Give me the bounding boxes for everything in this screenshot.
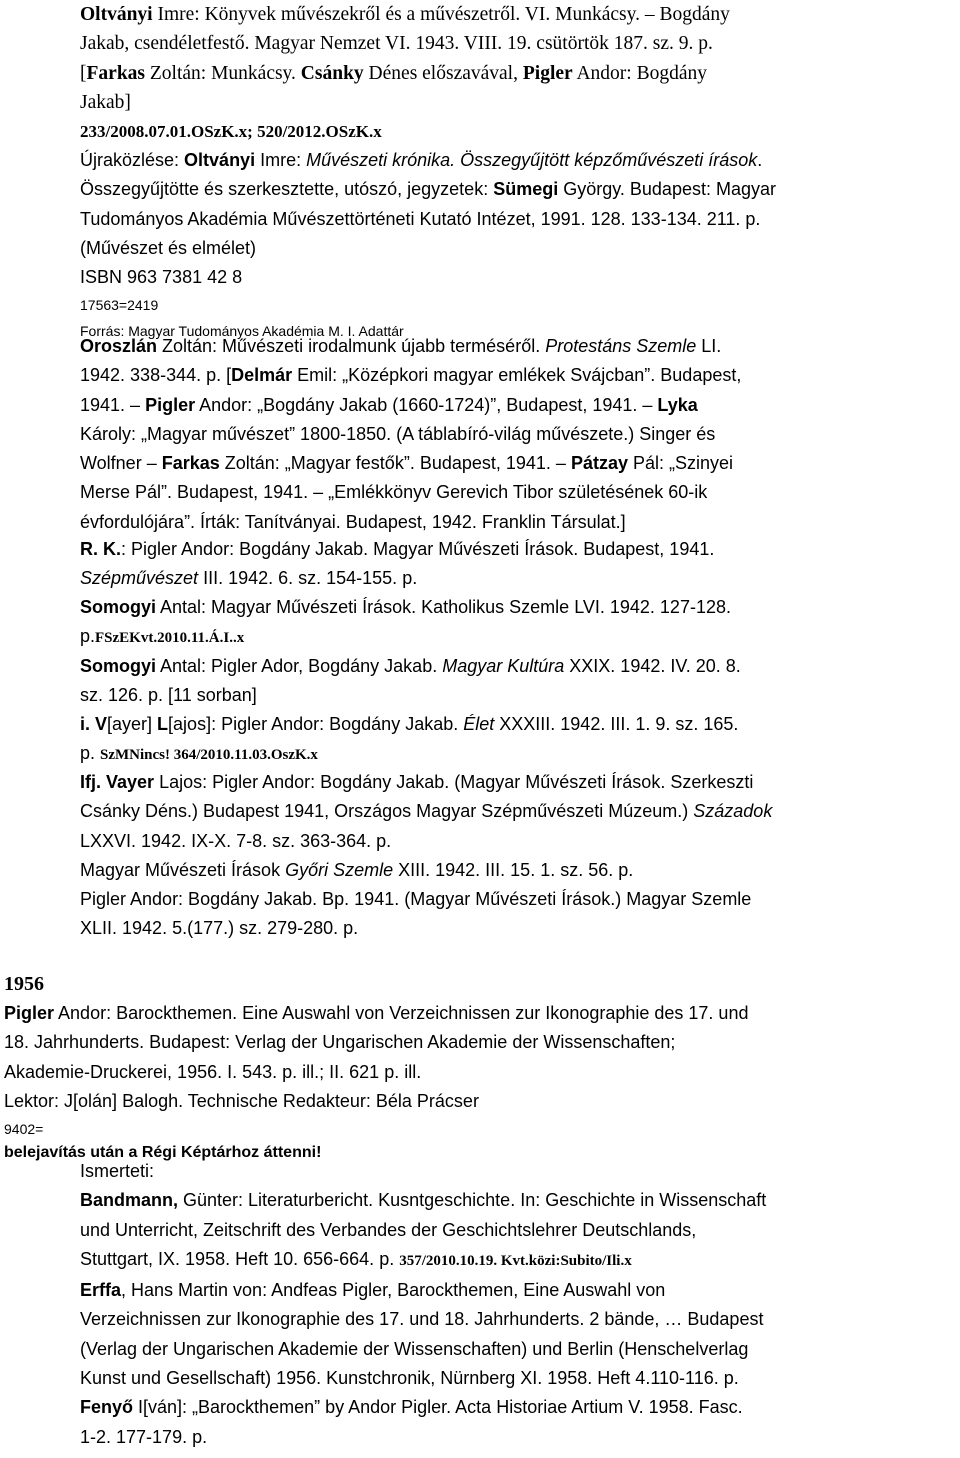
review-erffa: Erffa, Hans Martin von: Andfeas Pigler, Barockthemen, Eine Auswahl von Verzeichnissen zur Ikonographie des 17. und 18. Jahrhunderts. 2 bände, … Budapest (Verlag der Ungarischen Akademie der Wissenschaften) und Berlin (Henschelverlag Kunst und Gesellschaft) 1956. Kunstchronik, Nürnberg XI. 1958. Heft 4.110-116. p.: [80, 1280, 764, 1389]
entry-somogyi-1: Somogyi Antal: Magyar Művészeti Írások. Katholikus Szemle LVI. 1942. 127-128. p.FSzEKvt.2010.11.Á.I..x: [80, 597, 731, 647]
entry-vayer-1: i. V[ayer] L[ajos]: Pigler Andor: Bogdány Jakab. Élet XXXIII. 1942. III. 1. 9. sz. 165. p. SzMNincs! 364/2010.11.03.OszK.x: [80, 714, 739, 764]
entry-oroszlan: Oroszlán Zoltán: Művészeti irodalmunk újabb terméséről. Protestáns Szemle LI. 1942. 338-344. p. [Delmár Emil: „Középkori magyar emlékek Svájcban”. Budapest, 1941. – Pigler Andor: „Bogdány Jakab (1660-1724)”, Budapest, 1941. – Lyka Károly: „Magyar művészet” 1800-1850. (A táblabíró-világ művészete.) Singer és Wolfner – Farkas Zoltán: „Magyar festők”. Budapest, 1941. – Pátzay Pál: „Szinyei Merse Pál”. Budapest, 1941. – „Emlékkönyv Gerevich Tibor születésének 60-ik évfordulójára”. Írták: Tanítványai. Budapest, 1942. Franklin Társulat.]: [80, 336, 742, 532]
entry-reprint: Újraközlése: Oltványi Imre: Művészeti krónika. Összegyűjtött képzőművészeti írások. Összegyűjtötte és szerkesztette, utószó, jegyzetek: Sümegi György. Budapest: Magyar Tudományos Akadémia Művészettörténeti Kutató Intézet, 1991. 128. 133-134. 211. p. (Művészet és elmélet) ISBN 963 7381 42 8 17563=2419 Forrás: Magyar Tudományos Akadémia M. I. Adattár: [80, 150, 776, 340]
reviews-section: Ismerteti: Bandmann, Günter: Literaturbericht. Kusntgeschichte. In: Geschichte in Wissenschaft und Unterricht, Zeitschrift des Verbandes der Geschichtslehrer Deutschlands, Stuttgart, IX. 1958. Heft 10. 656-664. p. 357/2010.10.19. Kvt.közi:Subito/Ili.x Erffa, Hans Martin von: Andfeas Pigler, Barockthemen, Eine Auswahl von Verzeichnissen zur Ikonographie des 17. und 18. Jahrhunderts. 2 bände, … Budapest (Verlag der Ungarischen Akademie der Wissenschaften) und Berlin (Henschelverlag Kunst und Gesellschaft) 1956. Kunstchronik, Nürnberg XI. 1958. Heft 4.110-116. p. Fenyő I[ván]: „Barockthemen” by Andor Pigler. Acta Historiae Artium V. 1958. Fasc. 1-2. 177-179. p.: [80, 1157, 955, 1452]
entry-magyar-szemle: Pigler Andor: Bogdány Jakab. Bp. 1941. (Magyar Művészeti Írások.) Magyar Szemle XLII. 1942. 5.(177.) sz. 279-280. p.: [80, 889, 752, 939]
entry-gyori-szemle: Magyar Művészeti Írások Győri Szemle XIII. 1942. III. 15. 1. sz. 56. p.: [80, 860, 634, 880]
review-fenyo: Fenyő I[ván]: „Barockthemen” by Andor Pigler. Acta Historiae Artium V. 1958. Fasc. 1-2. 177-179. p.: [80, 1397, 743, 1447]
author: Oltványi: [80, 4, 153, 25]
year-heading-1956: 1956: [4, 973, 44, 995]
entry-somogyi-2: Somogyi Antal: Pigler Ador, Bogdány Jakab. Magyar Kultúra XXIX. 1942. IV. 20. 8. sz. 126. p. [11 sorban]: [80, 656, 741, 706]
entry-vayer-2: Ifj. Vayer Lajos: Pigler Andor: Bogdány Jakab. (Magyar Művészeti Írások. Szerkeszti Csánky Déns.) Budapest 1941, Országos Magyar Szépművészeti Múzeum.) Századok LXXVI. 1942. IX-X. 7-8. sz. 363-364. p.: [80, 772, 773, 851]
entry-pigler-barockthemen: Pigler Andor: Barockthemen. Eine Auswahl von Verzeichnissen zur Ikonographie des 17. und 18. Jahrhunderts. Budapest: Verlag der Ungarischen Akademie der Wissenschaften; Akademie-Druckerei, 1956. I. 543. p. ill.; II. 621 p. ill. Lektor: J[olán] Balogh. Technische Redakteur: Béla Prácser 9402= belejavítás után a Régi Képtárhoz áttenni!: [4, 1003, 749, 1162]
entry-rk: R. K.: Pigler Andor: Bogdány Jakab. Magyar Művészeti Írások. Budapest, 1941. Szépművészet III. 1942. 6. sz. 154-155. p.: [80, 539, 715, 589]
catalog-code: 233/2008.07.01.OSzK.x; 520/2012.OSzK.x: [80, 122, 382, 142]
entry-oltvanyi-1943: Oltványi Imre: Könyvek művészekről és a művészetről. VI. Munkácsy. – Bogdány Jakab, csendéletfestő. Magyar Nemzet VI. 1943. VIII. 19. csütörtök 187. sz. 9. p. [Farkas Zoltán: Munkácsy. Csánky Dénes előszavával, Pigler Andor: Bogdány Jakab] 233/2008.07.01.OSzK.x; 520/2012.OSzK.x: [80, 4, 730, 142]
review-bandmann: Bandmann, Günter: Literaturbericht. Kusntgeschichte. In: Geschichte in Wissenschaft und Unterricht, Zeitschrift des Verbandes der Geschichtslehrer Deutschlands, Stuttgart, IX. 1958. Heft 10. 656-664. p. 357/2010.10.19. Kvt.közi:Subito/Ili.x: [80, 1190, 767, 1269]
